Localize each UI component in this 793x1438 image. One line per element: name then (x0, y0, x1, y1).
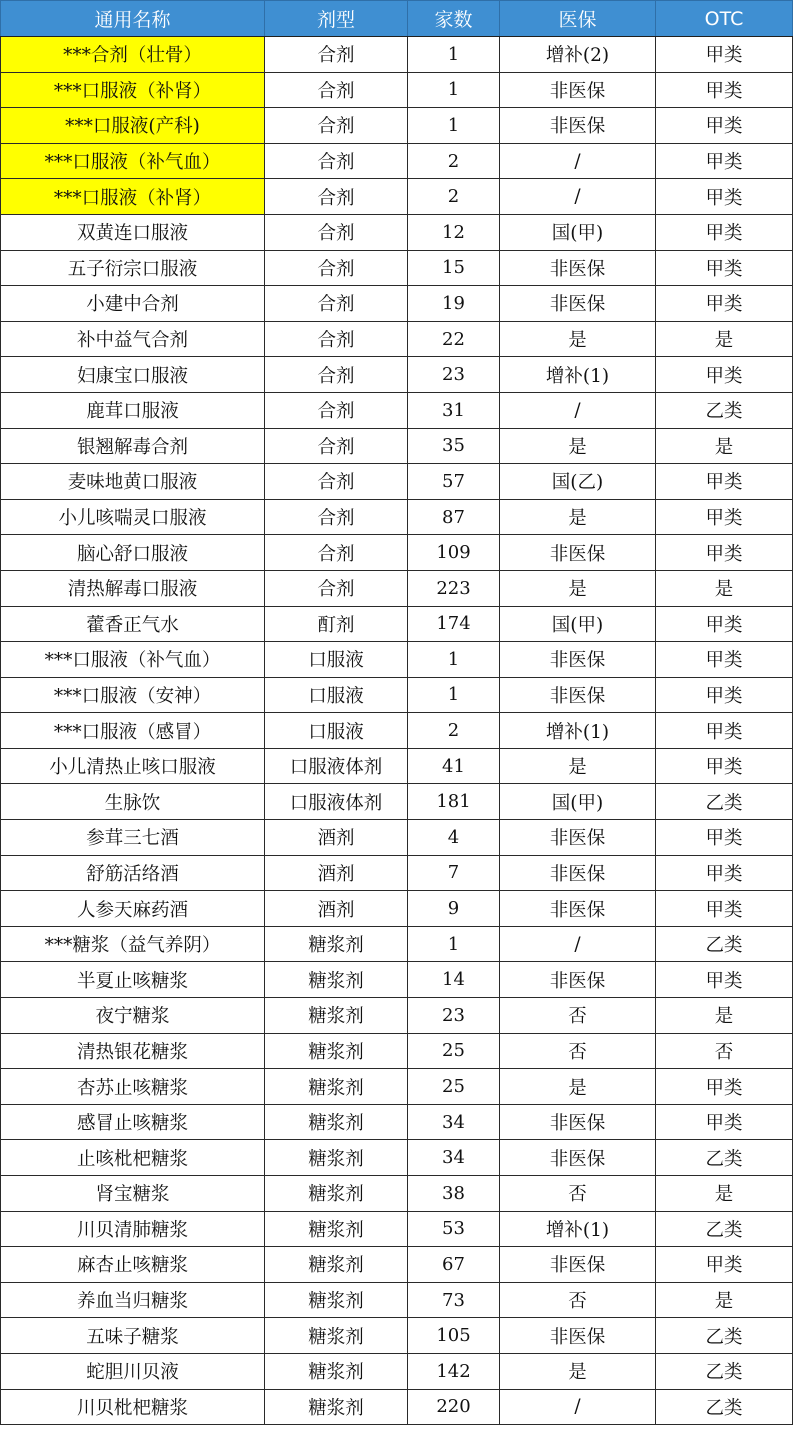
cell-name: 参茸三七酒 (1, 820, 265, 856)
cell-form: 合剂 (265, 250, 408, 286)
cell-insurance: 非医保 (500, 855, 656, 891)
cell-insurance: 非医保 (500, 1140, 656, 1176)
cell-count: 38 (408, 1176, 500, 1212)
cell-form: 口服液体剂 (265, 748, 408, 784)
cell-insurance: 否 (500, 1176, 656, 1212)
cell-count: 25 (408, 1069, 500, 1105)
cell-otc: 甲类 (656, 855, 793, 891)
cell-otc: 甲类 (656, 179, 793, 215)
cell-insurance: / (500, 179, 656, 215)
table-row (1, 392, 793, 428)
table-row (1, 642, 793, 678)
cell-insurance: 非医保 (500, 108, 656, 144)
cell-insurance: 是 (500, 499, 656, 535)
cell-name: 夜宁糖浆 (1, 998, 265, 1034)
cell-otc: 甲类 (656, 214, 793, 250)
cell-name: 半夏止咳糖浆 (1, 962, 265, 998)
cell-form: 糖浆剂 (265, 1069, 408, 1105)
cell-otc: 甲类 (656, 357, 793, 393)
cell-insurance: 国(甲) (500, 784, 656, 820)
table-row (1, 1389, 793, 1425)
table-row (1, 784, 793, 820)
cell-count: 1 (408, 642, 500, 678)
cell-count: 4 (408, 820, 500, 856)
cell-name: 银翘解毒合剂 (1, 428, 265, 464)
cell-name: 止咳枇杷糖浆 (1, 1140, 265, 1176)
table-row (1, 748, 793, 784)
table-row (1, 108, 793, 144)
cell-form: 糖浆剂 (265, 1318, 408, 1354)
cell-insurance: 非医保 (500, 820, 656, 856)
cell-form: 合剂 (265, 392, 408, 428)
cell-form: 糖浆剂 (265, 1176, 408, 1212)
cell-count: 1 (408, 37, 500, 73)
cell-count: 34 (408, 1104, 500, 1140)
cell-name: ***口服液（补气血） (1, 642, 265, 678)
cell-name: 杏苏止咳糖浆 (1, 1069, 265, 1105)
table-row (1, 535, 793, 571)
table-row (1, 321, 793, 357)
table-row (1, 250, 793, 286)
cell-insurance: / (500, 926, 656, 962)
cell-name: 清热银花糖浆 (1, 1033, 265, 1069)
cell-form: 糖浆剂 (265, 1211, 408, 1247)
cell-count: 2 (408, 143, 500, 179)
cell-count: 34 (408, 1140, 500, 1176)
cell-otc: 甲类 (656, 143, 793, 179)
cell-insurance: 非医保 (500, 642, 656, 678)
cell-form: 酒剂 (265, 855, 408, 891)
cell-count: 53 (408, 1211, 500, 1247)
cell-name: 脑心舒口服液 (1, 535, 265, 571)
cell-form: 酒剂 (265, 820, 408, 856)
cell-name: 生脉饮 (1, 784, 265, 820)
cell-form: 合剂 (265, 499, 408, 535)
cell-name: 藿香正气水 (1, 606, 265, 642)
cell-insurance: 增补(1) (500, 357, 656, 393)
cell-count: 2 (408, 713, 500, 749)
cell-otc: 甲类 (656, 37, 793, 73)
cell-insurance: 非医保 (500, 1247, 656, 1283)
cell-otc: 乙类 (656, 926, 793, 962)
cell-insurance: 否 (500, 1282, 656, 1318)
cell-otc: 甲类 (656, 713, 793, 749)
cell-form: 合剂 (265, 570, 408, 606)
cell-name: 小儿咳喘灵口服液 (1, 499, 265, 535)
cell-count: 7 (408, 855, 500, 891)
cell-form: 糖浆剂 (265, 1282, 408, 1318)
table-row (1, 72, 793, 108)
table-row (1, 1353, 793, 1389)
cell-insurance: 是 (500, 321, 656, 357)
cell-name: 川贝枇杷糖浆 (1, 1389, 265, 1425)
table-row (1, 1176, 793, 1212)
cell-name: ***口服液(产科) (1, 108, 265, 144)
cell-name: 五子衍宗口服液 (1, 250, 265, 286)
cell-insurance: 增补(2) (500, 37, 656, 73)
cell-insurance: 非医保 (500, 677, 656, 713)
cell-count: 23 (408, 357, 500, 393)
cell-count: 2 (408, 179, 500, 215)
cell-name: ***口服液（补肾） (1, 72, 265, 108)
cell-insurance: 非医保 (500, 962, 656, 998)
cell-insurance: 国(甲) (500, 214, 656, 250)
table-header (1, 1, 793, 37)
cell-insurance: 否 (500, 998, 656, 1034)
cell-form: 口服液 (265, 642, 408, 678)
table-row (1, 214, 793, 250)
cell-name: ***口服液（补气血） (1, 143, 265, 179)
cell-form: 合剂 (265, 357, 408, 393)
cell-form: 合剂 (265, 214, 408, 250)
table-row (1, 37, 793, 73)
cell-otc: 乙类 (656, 784, 793, 820)
cell-form: 合剂 (265, 428, 408, 464)
table-row (1, 1033, 793, 1069)
cell-otc: 是 (656, 428, 793, 464)
cell-form: 糖浆剂 (265, 1247, 408, 1283)
cell-name: 双黄连口服液 (1, 214, 265, 250)
cell-otc: 是 (656, 1282, 793, 1318)
cell-form: 合剂 (265, 143, 408, 179)
header-count: 家数 (408, 1, 500, 37)
table-row (1, 891, 793, 927)
cell-count: 35 (408, 428, 500, 464)
cell-otc: 甲类 (656, 464, 793, 500)
cell-name: 小建中合剂 (1, 286, 265, 322)
table-row (1, 1104, 793, 1140)
table-row (1, 1318, 793, 1354)
cell-otc: 乙类 (656, 1211, 793, 1247)
cell-otc: 甲类 (656, 962, 793, 998)
cell-count: 1 (408, 108, 500, 144)
cell-form: 糖浆剂 (265, 1033, 408, 1069)
cell-otc: 乙类 (656, 1140, 793, 1176)
cell-insurance: 是 (500, 1069, 656, 1105)
cell-form: 合剂 (265, 37, 408, 73)
table-row (1, 606, 793, 642)
cell-count: 87 (408, 499, 500, 535)
table-row (1, 499, 793, 535)
cell-insurance: 增补(1) (500, 1211, 656, 1247)
cell-otc: 甲类 (656, 286, 793, 322)
table-row (1, 677, 793, 713)
cell-name: 蛇胆川贝液 (1, 1353, 265, 1389)
cell-otc: 甲类 (656, 642, 793, 678)
cell-form: 酊剂 (265, 606, 408, 642)
cell-count: 14 (408, 962, 500, 998)
cell-count: 109 (408, 535, 500, 571)
cell-insurance: 非医保 (500, 1104, 656, 1140)
cell-insurance: 增补(1) (500, 713, 656, 749)
cell-name: 鹿茸口服液 (1, 392, 265, 428)
cell-name: 人参天麻药酒 (1, 891, 265, 927)
cell-name: ***口服液（感冒） (1, 713, 265, 749)
cell-insurance: / (500, 1389, 656, 1425)
table-row (1, 428, 793, 464)
cell-form: 糖浆剂 (265, 926, 408, 962)
cell-count: 1 (408, 926, 500, 962)
cell-name: 感冒止咳糖浆 (1, 1104, 265, 1140)
header-name: 通用名称 (1, 1, 265, 37)
cell-form: 糖浆剂 (265, 1104, 408, 1140)
cell-otc: 甲类 (656, 535, 793, 571)
table-row (1, 357, 793, 393)
table-row (1, 1247, 793, 1283)
cell-otc: 甲类 (656, 1104, 793, 1140)
cell-form: 口服液体剂 (265, 784, 408, 820)
table-row (1, 1140, 793, 1176)
cell-name: 清热解毒口服液 (1, 570, 265, 606)
header-otc: OTC (656, 1, 793, 37)
cell-name: 川贝清肺糖浆 (1, 1211, 265, 1247)
table-row (1, 286, 793, 322)
cell-otc: 甲类 (656, 1069, 793, 1105)
cell-form: 糖浆剂 (265, 1353, 408, 1389)
cell-form: 合剂 (265, 72, 408, 108)
cell-name: 麻杏止咳糖浆 (1, 1247, 265, 1283)
table-row (1, 962, 793, 998)
cell-name: ***口服液（安神） (1, 677, 265, 713)
cell-count: 19 (408, 286, 500, 322)
table-row (1, 143, 793, 179)
cell-count: 223 (408, 570, 500, 606)
header-row (1, 1, 793, 37)
table-row (1, 1069, 793, 1105)
cell-otc: 甲类 (656, 108, 793, 144)
table-row (1, 855, 793, 891)
cell-insurance: 非医保 (500, 1318, 656, 1354)
cell-form: 糖浆剂 (265, 962, 408, 998)
cell-form: 糖浆剂 (265, 998, 408, 1034)
cell-otc: 甲类 (656, 72, 793, 108)
cell-insurance: 国(乙) (500, 464, 656, 500)
cell-count: 41 (408, 748, 500, 784)
cell-count: 31 (408, 392, 500, 428)
cell-form: 合剂 (265, 321, 408, 357)
cell-count: 142 (408, 1353, 500, 1389)
cell-insurance: 非医保 (500, 250, 656, 286)
cell-count: 220 (408, 1389, 500, 1425)
cell-count: 25 (408, 1033, 500, 1069)
table-row (1, 926, 793, 962)
cell-name: ***合剂（壮骨） (1, 37, 265, 73)
cell-form: 合剂 (265, 286, 408, 322)
cell-count: 181 (408, 784, 500, 820)
cell-otc: 乙类 (656, 1318, 793, 1354)
cell-otc: 乙类 (656, 392, 793, 428)
cell-insurance: 是 (500, 570, 656, 606)
cell-name: ***糖浆（益气养阴） (1, 926, 265, 962)
cell-form: 合剂 (265, 108, 408, 144)
cell-name: 妇康宝口服液 (1, 357, 265, 393)
cell-name: ***口服液（补肾） (1, 179, 265, 215)
cell-form: 酒剂 (265, 891, 408, 927)
cell-insurance: 是 (500, 428, 656, 464)
cell-count: 174 (408, 606, 500, 642)
cell-otc: 甲类 (656, 1247, 793, 1283)
table-row (1, 570, 793, 606)
cell-insurance: 非医保 (500, 535, 656, 571)
cell-insurance: 非医保 (500, 286, 656, 322)
cell-count: 9 (408, 891, 500, 927)
cell-otc: 是 (656, 321, 793, 357)
cell-form: 口服液 (265, 677, 408, 713)
cell-count: 73 (408, 1282, 500, 1318)
cell-form: 合剂 (265, 179, 408, 215)
cell-otc: 是 (656, 998, 793, 1034)
cell-insurance: 非医保 (500, 72, 656, 108)
cell-count: 57 (408, 464, 500, 500)
cell-count: 1 (408, 72, 500, 108)
table-row (1, 820, 793, 856)
cell-form: 糖浆剂 (265, 1140, 408, 1176)
cell-count: 12 (408, 214, 500, 250)
cell-insurance: / (500, 143, 656, 179)
cell-name: 五味子糖浆 (1, 1318, 265, 1354)
cell-otc: 甲类 (656, 499, 793, 535)
table-row (1, 179, 793, 215)
cell-otc: 乙类 (656, 1353, 793, 1389)
cell-otc: 甲类 (656, 820, 793, 856)
cell-count: 1 (408, 677, 500, 713)
cell-otc: 是 (656, 570, 793, 606)
header-insurance: 医保 (500, 1, 656, 37)
cell-name: 肾宝糖浆 (1, 1176, 265, 1212)
cell-insurance: 否 (500, 1033, 656, 1069)
cell-form: 口服液 (265, 713, 408, 749)
cell-name: 舒筋活络酒 (1, 855, 265, 891)
cell-insurance: / (500, 392, 656, 428)
cell-insurance: 国(甲) (500, 606, 656, 642)
cell-otc: 是 (656, 1176, 793, 1212)
table-row (1, 713, 793, 749)
cell-insurance: 是 (500, 1353, 656, 1389)
table-body (1, 37, 793, 1425)
cell-otc: 甲类 (656, 606, 793, 642)
cell-form: 合剂 (265, 464, 408, 500)
cell-otc: 甲类 (656, 748, 793, 784)
cell-name: 补中益气合剂 (1, 321, 265, 357)
cell-name: 养血当归糖浆 (1, 1282, 265, 1318)
cell-insurance: 非医保 (500, 891, 656, 927)
cell-otc: 甲类 (656, 250, 793, 286)
cell-otc: 否 (656, 1033, 793, 1069)
table-row (1, 464, 793, 500)
table-row (1, 998, 793, 1034)
cell-name: 麦味地黄口服液 (1, 464, 265, 500)
cell-count: 22 (408, 321, 500, 357)
cell-count: 67 (408, 1247, 500, 1283)
cell-form: 糖浆剂 (265, 1389, 408, 1425)
table-row (1, 1282, 793, 1318)
cell-form: 合剂 (265, 535, 408, 571)
cell-count: 105 (408, 1318, 500, 1354)
cell-count: 15 (408, 250, 500, 286)
cell-otc: 乙类 (656, 1389, 793, 1425)
table-row (1, 1211, 793, 1247)
cell-name: 小儿清热止咳口服液 (1, 748, 265, 784)
cell-count: 23 (408, 998, 500, 1034)
cell-otc: 甲类 (656, 677, 793, 713)
header-form: 剂型 (265, 1, 408, 37)
cell-otc: 甲类 (656, 891, 793, 927)
cell-insurance: 是 (500, 748, 656, 784)
